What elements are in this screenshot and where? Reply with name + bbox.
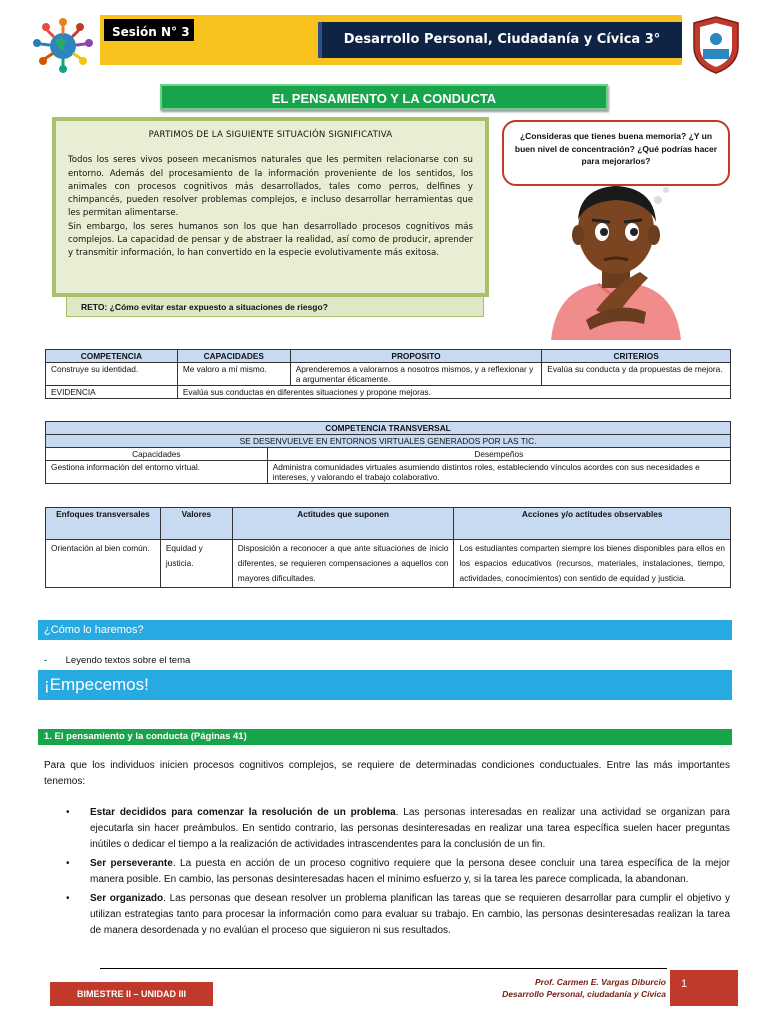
table-cell: Evalúa su conducta y da propuestas de mejora. xyxy=(542,363,731,386)
transversal-table xyxy=(45,421,731,484)
situation-paragraph-2: Sin embargo, los seres humanos son los que han desarrollado procesos cognitivos más complejos. La capacidad de pensar y de abstraer la realidad, así como de producir, aprender y transmitir información, lo han convertido en la especie evolutivamente más exitosa. xyxy=(68,221,473,259)
list-item: • Ser organizado. Las personas que desean resolver un problema planifican las tareas que se requieren desarrollar para cumplir el objetivo y utilizan estrategias tanto para procesar la información como para evaluar su trabajo. En cambio, las personas desinteresadas realizan la tarea de manera desordenada y no evalúan el proceso que siguieron ni sus resultados. xyxy=(66,893,730,936)
col-header-criterios: CRITERIOS xyxy=(542,350,731,363)
footer-course: Desarrollo Personal, ciudadanía y Cívica xyxy=(502,989,666,999)
course-title: Desarrollo Personal, Ciudadanía y Cívica 3° xyxy=(318,22,682,58)
approaches-table xyxy=(45,507,731,588)
how-item-text: Leyendo textos sobre el tema xyxy=(65,655,191,666)
table-cell: Disposición a reconocer a que ante situaciones de inicio diferentes, se requieren compensaciones a aquellos con mayores dificultades. xyxy=(232,540,454,588)
footer-divider xyxy=(100,968,667,969)
how-heading: ¿Cómo lo haremos? xyxy=(38,620,732,640)
list-item-text: . Las personas interesadas en realizar una actividad se organizan para ejecutarla sin hacer preámbulos. En sentido contrario, las personas desinteresadas en realizar una tarea específica suelen hacer preguntas inútiles o dedicar el tiempo a la realización de actividades intrascendentes para la conclusión de un fin. xyxy=(90,807,730,850)
thinking-boy-illustration xyxy=(536,180,696,340)
school-crest-icon xyxy=(690,15,742,75)
col-header-desempenos: Desempeños xyxy=(267,448,730,461)
session-number: Sesión N° 3 xyxy=(102,17,196,43)
col-header-acciones: Acciones y/o actitudes observables xyxy=(454,508,731,540)
footer-credits xyxy=(440,976,666,1000)
col-header-proposito: PROPOSITO xyxy=(290,350,542,363)
list-item-text: . Las personas que desean resolver un problema planifican las tareas que se requieren desarrollar para cumplir el objetivo y utilizan estrategias tanto para procesar la información como para evaluar su trabajo. En cambio, las personas desinteresadas realizan la tarea de manera desordenada y no evalúan el proceso que siguieron ni sus resultados. xyxy=(90,893,730,936)
transversal-title: COMPETENCIA TRANSVERSAL xyxy=(46,422,731,435)
how-list-item: - Leyendo textos sobre el tema xyxy=(44,655,191,666)
table-cell: Equidad y justicia. xyxy=(160,540,232,588)
table-cell: Gestiona información del entorno virtual. xyxy=(46,461,268,484)
section-intro: Para que los individuos inicien procesos cognitivos complejos, se requiere de determinadas condiciones conductuales. Entre las más importantes tenemos: xyxy=(44,760,730,787)
evidence-text: Evalúa sus conductas en diferentes situaciones y propone mejoras. xyxy=(177,386,730,399)
evidence-label: EVIDENCIA xyxy=(46,386,178,399)
footer-author: Prof. Carmen E. Vargas Diburcio xyxy=(535,977,666,987)
list-item: • Estar decididos para comenzar la resolución de un problema. Las personas interesadas en realizar una actividad se organizan para ejecutarla sin hacer preámbulos. En sentido contrario, las personas desinteresadas en realizar una tarea específica suelen hacer preguntas inútiles o dedicar el tiempo a la realización de actividades intrascendentes para la conclusión de un fin. xyxy=(66,807,730,850)
col-header-competencia: COMPETENCIA xyxy=(46,350,178,363)
start-heading: ¡Empecemos! xyxy=(38,670,732,700)
table-cell: Aprenderemos a valorarnos a nosotros mismos, y a reflexionar y a argumentar éticamente. xyxy=(290,363,542,386)
table-cell: Administra comunidades virtuales asumiendo distintos roles, estableciendo vínculos acordes con sus necesidades e intereses, y valorando el trabajo colaborativo. xyxy=(267,461,730,484)
children-globe-logo xyxy=(28,16,98,74)
col-header-capacidades: CAPACIDADES xyxy=(177,350,290,363)
list-item: • Ser perseverante. La puesta en acción de un proceso cognitivo requiere que la persona desee concluir una tarea específica de la mejor manera posible. En cambio, las personas desinteresadas hacen el mínimo esfuerzo y, si la tarea les parece complicada, la abandonan. xyxy=(66,858,730,885)
list-item-title: Ser organizado xyxy=(90,893,164,904)
section-heading: 1. El pensamiento y la conducta (Páginas 41) xyxy=(38,729,732,745)
situation-paragraph-1: Todos los seres vivos poseen mecanismos naturales que les permiten relacionarse con su entorno. Además del procesamiento de la información proveniente de los sentidos, los animales con procesos cognitivos más desarrollados, tales como perros, delfines y chimpancés, pueden resolver problemas complejos, e incluso desarrollar herramientas que les permitan alimentarse. xyxy=(68,155,473,219)
col-header-enfoques: Enfoques transversales xyxy=(46,508,161,540)
competency-table xyxy=(45,349,731,399)
situation-box xyxy=(52,117,489,297)
challenge-banner: RETO: ¿Cómo evitar estar expuesto a situaciones de riesgo? xyxy=(66,297,484,317)
col-header-actitudes: Actitudes que suponen xyxy=(232,508,454,540)
page-title: EL PENSAMIENTO Y LA CONDUCTA xyxy=(160,84,608,110)
table-cell: Me valoro a mí mismo. xyxy=(177,363,290,386)
table-cell: Orientación al bien común. xyxy=(46,540,161,588)
conditions-list xyxy=(44,805,730,942)
col-header-valores: Valores xyxy=(160,508,232,540)
list-item-title: Estar decididos para comenzar la resolución de un problema xyxy=(90,807,396,818)
table-cell: Construye su identidad. xyxy=(46,363,178,386)
situation-heading: PARTIMOS DE LA SIGUIENTE SITUACIÓN SIGNIFICATIVA xyxy=(148,130,393,140)
page-number: 1 xyxy=(670,970,738,1006)
footer-unit-badge: BIMESTRE II – UNIDAD III xyxy=(50,982,213,1006)
transversal-subtitle: SE DESENVUELVE EN ENTORNOS VIRTUALES GENERADOS POR LAS TIC. xyxy=(46,435,731,448)
speech-bubble: ¿Consideras que tienes buena memoria? ¿Y un buen nivel de concentración? ¿Qué podrías hacer para mejorarlos? xyxy=(502,120,730,186)
list-item-title: Ser perseverante xyxy=(90,858,173,869)
table-cell: Los estudiantes comparten siempre los bienes disponibles para ellos en los espacios educativos (recursos, materiales, instalaciones, tiempo, actividades, conocimientos) con sentido de equidad y justicia. xyxy=(454,540,731,588)
col-header-capacidades: Capacidades xyxy=(46,448,268,461)
list-item-text: . La puesta en acción de un proceso cognitivo requiere que la persona desee concluir una tarea específica de la mejor manera posible. En cambio, las personas desinteresadas hacen el mínimo esfuerzo y, si la tarea les parece complicada, la abandonan. xyxy=(90,858,730,885)
